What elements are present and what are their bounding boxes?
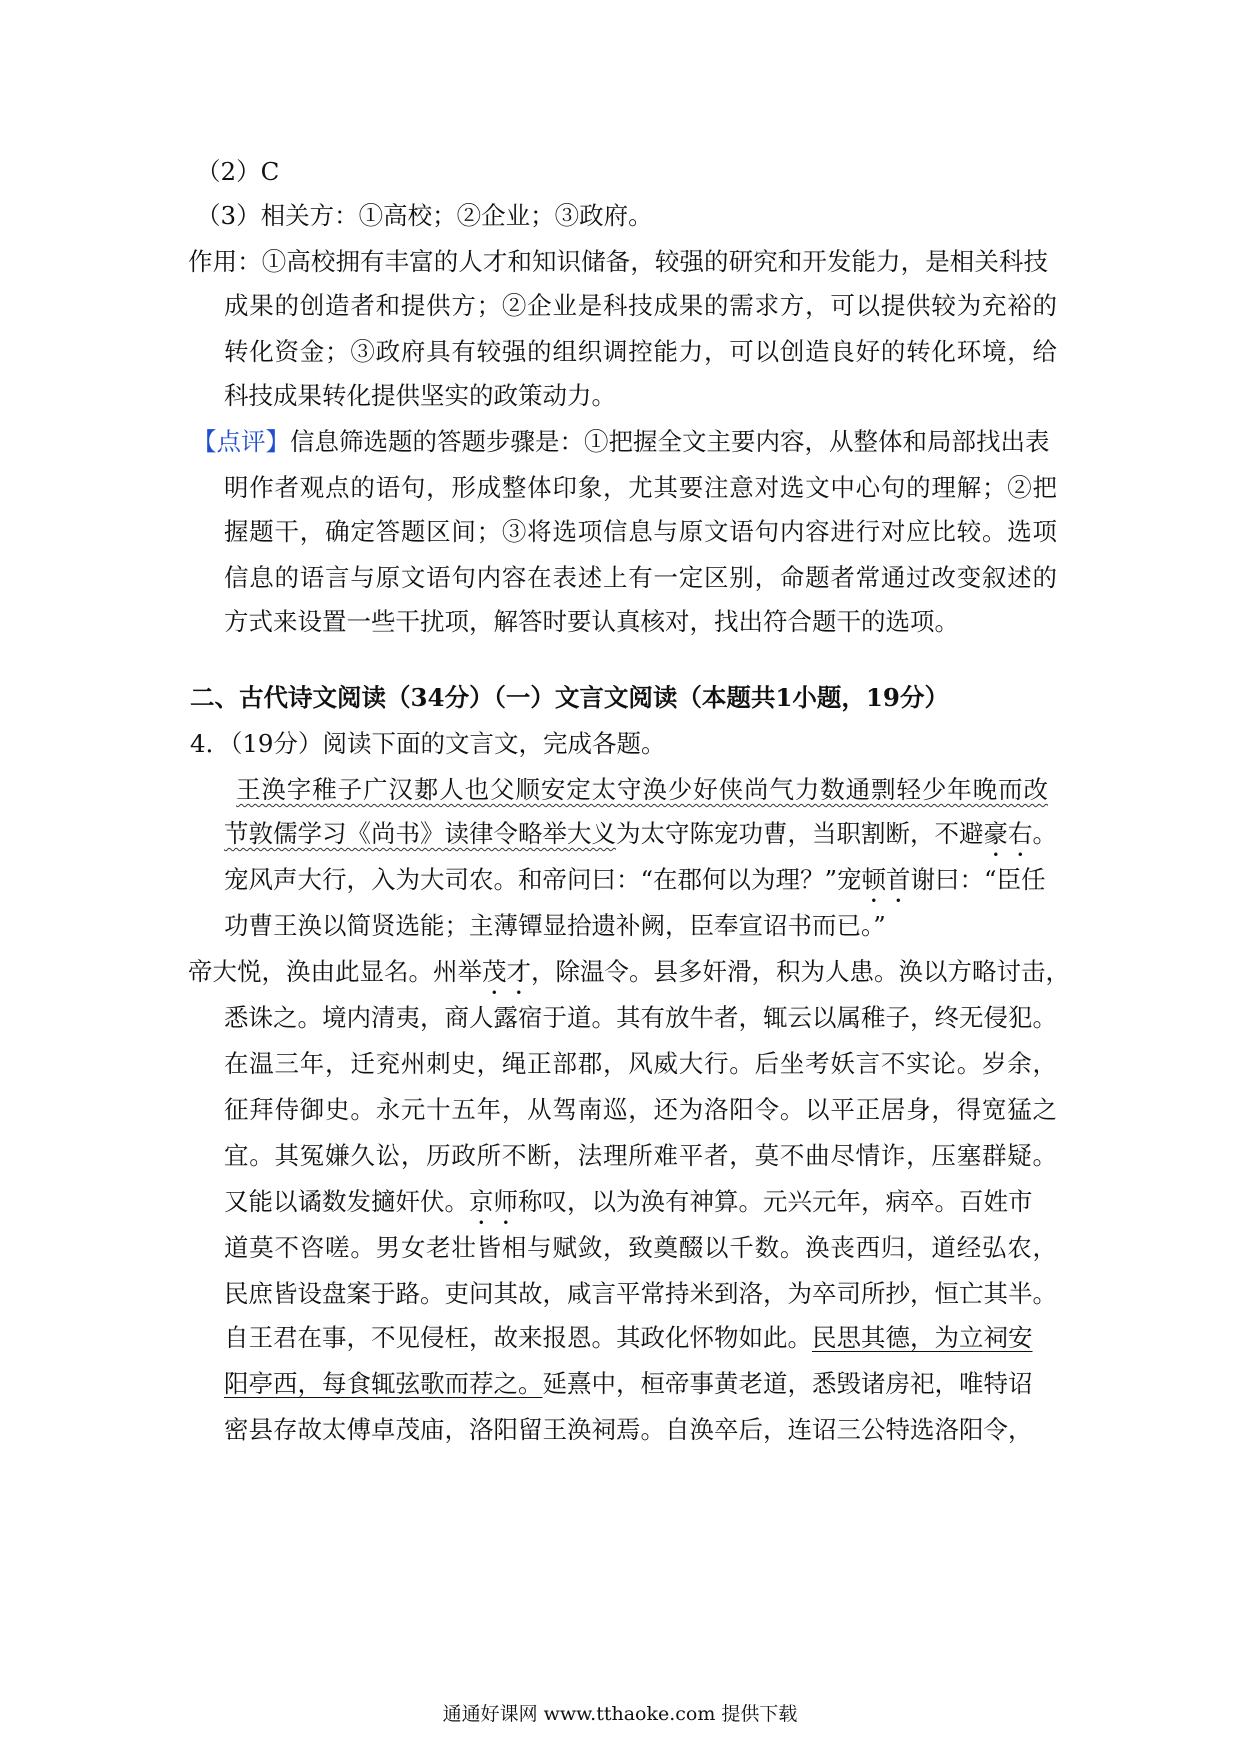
answer-role-line-3: 转化资金；③政府具有较强的组织调控能力，可以创造良好的转化环境，给 (224, 337, 1057, 366)
passage-line-13 (224, 1322, 1033, 1354)
passage-line-9: 宜。其冤嫌久讼，历政所不断，法理所难平者，莫不曲尽情诈，压塞群疑。 (224, 1141, 1057, 1170)
passage-text: 为太守陈宠功曹，当职割断，不避 (616, 819, 984, 848)
passage-line-6: 悉诛之。境内清夷，商人露宿于道。其有放牛者，辄云以属稚子，终无侵犯。 (224, 1003, 1057, 1032)
review-line-2: 明作者观点的语句，形成整体印象，尤其要注意对选文中心句的理解；②把 (224, 473, 1057, 502)
section-heading: 二、古代诗文阅读（34分）（一）文言文阅读（本题共1小题，19分） (190, 683, 949, 712)
passage-text: 。 (1032, 819, 1057, 848)
wavy-underlined-text: 节敦儒学习《尚书》读律令略举大义 (224, 819, 616, 848)
passage-line-8: 征拜侍御史。永元十五年，从驾南巡，还为洛阳令。以平正居身，得宽猛之 (224, 1095, 1057, 1124)
passage-line-15: 密县存故太傅卓茂庙，洛阳留王涣祠焉。自涣卒后，连诏三公特选洛阳令， (224, 1415, 1033, 1444)
passage-line-5 (188, 956, 1070, 1000)
passage-text: 宠风声大行，入为大司农。和帝问曰：“在郡何以为理？”宠 (224, 865, 862, 894)
underlined-sentence: 阳亭西，每食辄弦歌而荐之。 (224, 1369, 543, 1398)
passage-line-4: 功曹王涣以简贤选能；主薄镡显拾遗补阙，臣奉宣诏书而已。” (224, 911, 886, 940)
answer-role-line-4: 科技成果转化提供坚实的政策动力。 (224, 381, 616, 410)
passage-line-12: 民庶皆设盘案于路。吏问其故，咸言平常持米到洛，为卒司所抄，恒亡其半。 (224, 1279, 1057, 1308)
passage-text: 自王君在事，不见侵枉，故来报恩。其政化怀物如此。 (224, 1323, 812, 1352)
passage-text: 又能以谲数发擿奸伏。 (224, 1187, 469, 1216)
passage-line-2 (224, 818, 1057, 862)
answer-3: （3）相关方：①高校；②企业；③政府。 (196, 201, 653, 230)
wavy-underlined-text: 王涣字稚子广汉郪人也父顺安定太守涣少好侠尚气力数通剽轻少年晚而改 (236, 775, 1048, 804)
underlined-sentence: 民思其德，为立祠安 (812, 1323, 1033, 1352)
passage-line-14 (224, 1368, 1033, 1400)
review-text-1: 信息筛选题的答题步骤是：①把握全文主要内容，从整体和局部找出表 (290, 427, 1050, 456)
dotted-word: 茂才 (482, 957, 531, 986)
review-line-1 (192, 426, 1056, 458)
answer-role-line-2: 成果的创造者和提供方；②企业是科技成果的需求方，可以提供较为充裕的 (224, 291, 1057, 320)
passage-line-10 (224, 1186, 1033, 1230)
dotted-word: 顿首 (861, 865, 911, 894)
review-line-5: 方式来设置一些干扰项，解答时要认真核对，找出符合题干的选项。 (224, 607, 959, 636)
review-line-4: 信息的语言与原文语句内容在表述上有一定区别，命题者常通过改变叙述的 (224, 563, 1057, 592)
answer-role-line-1: 作用：①高校拥有丰富的人才和知识储备，较强的研究和开发能力，是相关科技 (188, 247, 1048, 276)
passage-text: 谢曰：“臣任 (910, 865, 1046, 894)
passage-text: 帝大悦，涣由此显名。州举 (188, 957, 482, 986)
passage-line-7: 在温三年，迁兖州刺史，绳正部郡，风威大行。后坐考妖言不实论。岁余， (224, 1049, 1057, 1078)
dotted-word: 京师 (469, 1187, 518, 1216)
review-tag: 【点评】 (192, 427, 290, 456)
passage-text: 延熹中，桓帝事黄老道，悉毁诸房祀，唯特诏 (542, 1369, 1033, 1398)
passage-line-3 (224, 864, 1046, 908)
dotted-word: 豪右 (983, 819, 1033, 848)
question-number-line: 4．（19分）阅读下面的文言文，完成各题。 (190, 729, 666, 758)
answer-2: （2）C (196, 157, 280, 186)
passage-line-11: 道莫不咨嗟。男女老壮皆相与赋敛，致奠醊以千数。涣丧西归，道经弘农， (224, 1233, 1057, 1262)
passage-text: ，除温令。县多奸滑，积为人患。涣以方略讨击， (531, 957, 1070, 986)
passage-line-1 (236, 774, 1048, 806)
passage-text: 称叹，以为涣有神算。元兴元年，病卒。百姓市 (518, 1187, 1033, 1216)
review-line-3: 握题干，确定答题区间；③将选项信息与原文语句内容进行对应比较。选项 (224, 517, 1057, 546)
page-footer: 通通好课网 www.tthaoke.com 提供下载 (442, 1703, 798, 1725)
